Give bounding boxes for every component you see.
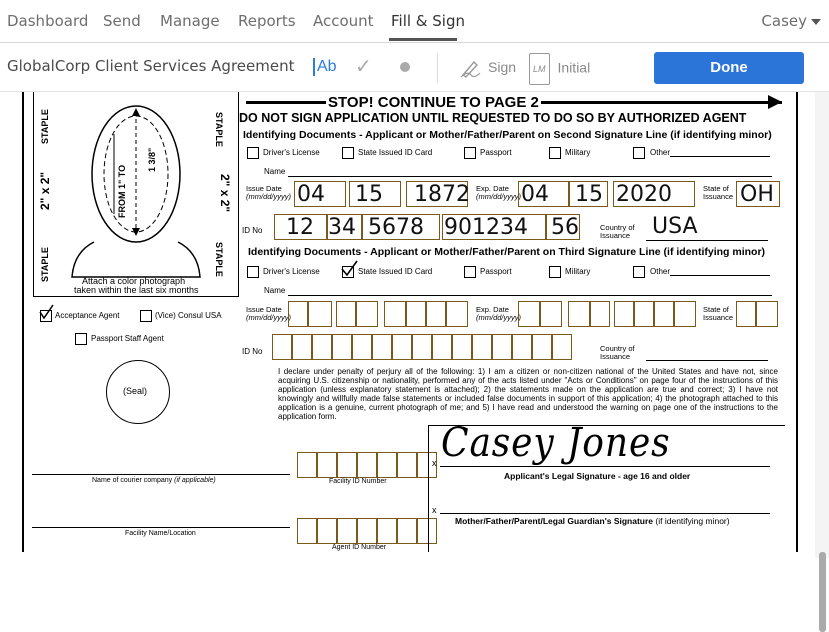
staple-label: STAPLE: [40, 109, 50, 144]
seal-label: (Seal): [123, 386, 148, 396]
guardian-signature-label: Mother/Father/Parent/Legal Guardian's Signature (if identifying minor): [455, 516, 730, 526]
sign-button[interactable]: [460, 53, 516, 81]
section-title: Identifying Documents - Applicant or Mother/Father/Parent on Third Signature Line (if identifying minor): [248, 246, 766, 258]
section-title: Identifying Documents - Applicant or Mother/Father/Parent on Second Signature Line (if identifying minor): [243, 129, 772, 141]
exp-year-value[interactable]: 2020: [616, 182, 672, 207]
date-cell[interactable]: [614, 301, 634, 327]
checkbox-passport-staff[interactable]: [75, 333, 87, 345]
facility-id-label: Facility ID Number: [329, 478, 387, 485]
checkbox-label: Other: [650, 267, 671, 276]
issue-day-value[interactable]: 15: [355, 182, 383, 207]
country-label: Country of Issuance: [600, 223, 635, 240]
date-cell[interactable]: [590, 301, 610, 327]
other-line: [670, 156, 770, 157]
exp-day-value[interactable]: 15: [575, 182, 603, 207]
date-cell[interactable]: [674, 301, 696, 327]
signature-line: [440, 466, 770, 467]
text-cursor-icon: [313, 58, 315, 76]
photo-to-label: 1 3/8": [147, 147, 157, 172]
user-menu[interactable]: [761, 0, 807, 42]
date-cell[interactable]: [288, 301, 308, 327]
date-cell[interactable]: [446, 301, 468, 327]
checkbox-label: Driver's License: [263, 148, 320, 157]
date-cell[interactable]: [568, 301, 590, 327]
state-label: State of Issuance: [703, 184, 734, 201]
checkmark-tool[interactable]: ✓: [355, 56, 372, 78]
other-line: [670, 275, 770, 276]
staple-label: STAPLE: [214, 112, 224, 147]
courier-label: Name of courier company (if applicable): [92, 477, 216, 484]
exp-date-label: Exp. Date (mm/dd/yyyy): [476, 305, 521, 322]
checkbox-label: Passport: [480, 148, 512, 157]
checkbox-label: State Issued ID Card: [358, 148, 433, 157]
id-no-label: ID No: [242, 347, 263, 356]
issue-year-value[interactable]: 1872: [414, 182, 470, 207]
stop-header: STOP! CONTINUE TO PAGE 2: [328, 94, 539, 111]
checkbox-state-id[interactable]: [342, 147, 354, 159]
date-cell[interactable]: [518, 301, 540, 327]
checkbox-label: Military: [565, 267, 591, 276]
exp-date-label: Exp. Date (mm/dd/yyyy): [476, 184, 521, 201]
date-cell[interactable]: [356, 301, 378, 327]
checkbox-drivers-license[interactable]: [247, 266, 259, 278]
nav-send[interactable]: Send: [103, 12, 141, 30]
id-part-value[interactable]: 12: [286, 215, 314, 240]
scrollbar-thumb[interactable]: [819, 552, 826, 632]
toolbar-divider: [437, 53, 438, 83]
name-field[interactable]: [288, 176, 772, 177]
name-label: Name: [264, 167, 286, 176]
staple-label: STAPLE: [40, 247, 50, 282]
checkbox-passport[interactable]: [464, 266, 476, 278]
checkbox-label: State Issued ID Card: [358, 267, 433, 276]
name-field[interactable]: [288, 295, 772, 296]
date-cell[interactable]: [654, 301, 674, 327]
id-part-value[interactable]: 901234: [444, 215, 528, 240]
country-label: Country of Issuance: [600, 344, 635, 361]
user-name: Casey: [761, 12, 807, 30]
id-part-value[interactable]: 5678: [368, 215, 424, 240]
id-no-label: ID No: [242, 226, 263, 235]
state-label: State of Issuance: [703, 305, 734, 322]
issue-month-value[interactable]: 04: [297, 182, 325, 207]
name-label: Name: [264, 286, 286, 295]
country-value[interactable]: USA: [652, 214, 698, 239]
nav-reports[interactable]: Reports: [238, 12, 296, 30]
agent-option-label: (Vice) Consul USA: [155, 311, 222, 320]
state-cell[interactable]: [756, 301, 778, 327]
nav-dashboard[interactable]: Dashboard: [7, 12, 89, 30]
nav-manage[interactable]: Manage: [160, 12, 220, 30]
facility-name-line[interactable]: [32, 527, 290, 528]
checkbox-label: Driver's License: [263, 267, 320, 276]
agent-option-label: Acceptance Agent: [55, 311, 120, 320]
photo-from-label: FROM 1" TO: [117, 164, 127, 218]
initial-button[interactable]: [529, 53, 590, 81]
date-cell[interactable]: [426, 301, 446, 327]
checkmark-icon: [340, 260, 360, 278]
photo-caption: Attach a color photograph: [82, 276, 186, 286]
chevron-down-icon: [811, 19, 821, 25]
exp-month-value[interactable]: 04: [521, 182, 549, 207]
id-part-value[interactable]: 56: [551, 215, 579, 240]
applicant-signature[interactable]: Casey Jones: [441, 420, 671, 466]
nav-fill-sign[interactable]: Fill & Sign: [391, 12, 465, 30]
signature-warning: DO NOT SIGN APPLICATION UNTIL REQUESTED TO DO SO BY AUTHORIZED AGENT: [239, 111, 747, 125]
date-cell[interactable]: [308, 301, 332, 327]
active-tab-indicator: [389, 38, 457, 41]
date-cell[interactable]: [634, 301, 654, 327]
guardian-signature-line[interactable]: [440, 513, 770, 514]
photo-size-label: 2" x 2": [38, 171, 52, 210]
country-line: [646, 360, 768, 361]
agent-id-label: Agent ID Number: [332, 544, 387, 551]
vertical-scrollbar[interactable]: [815, 92, 829, 558]
dot-tool[interactable]: [400, 62, 410, 72]
state-value[interactable]: OH: [740, 182, 774, 207]
country-line: [646, 240, 768, 241]
document-title: GlobalCorp Client Services Agreement: [7, 57, 295, 75]
checkbox-other[interactable]: [633, 147, 645, 159]
perjury-declaration: I declare under penalty of perjury all of the following: 1) I am a citizen or non-citizen national of the United States and have not, since acquiring U.S. citizenship or nationality, performed any of the acts listed under "Acts or Conditions" on page four of the instructions of this application (unless explanatory statement is attached); 2) the statements made on the application are true and correct; 3) I have not knowingly and willfully made false statements or included false documents in support of this application; 4) the photograph attached to this application is a genuine, current photograph of me; and 5) I have read and understood the warning on page one of the instructions to the application form.: [278, 367, 778, 421]
checkbox-vice-consul[interactable]: [140, 310, 152, 322]
add-text-tool[interactable]: [313, 53, 337, 81]
checkbox-military[interactable]: [549, 147, 561, 159]
agent-option-label: Passport Staff Agent: [91, 334, 164, 343]
nav-account[interactable]: Account: [313, 12, 374, 30]
date-cell[interactable]: [384, 301, 406, 327]
checkbox-drivers-license[interactable]: [247, 147, 259, 159]
staple-label: STAPLE: [214, 242, 224, 277]
courier-line[interactable]: [32, 474, 290, 475]
x-mark: x: [432, 458, 437, 468]
state-cell[interactable]: [736, 301, 756, 327]
form-page: [22, 92, 798, 552]
initials-icon: LM: [529, 53, 550, 85]
checkbox-label: Other: [650, 148, 671, 157]
issue-date-label: Issue Date (mm/dd/yyyy): [246, 184, 291, 201]
photo-guide-illustration: [34, 92, 238, 278]
done-button[interactable]: Done: [654, 52, 804, 84]
date-cell[interactable]: [336, 301, 356, 327]
id-part-value[interactable]: 34: [328, 215, 356, 240]
pen-icon: [460, 58, 482, 78]
date-cell[interactable]: [540, 301, 562, 327]
checkbox-label: Military: [565, 148, 591, 157]
photo-caption: taken within the last six months: [74, 285, 199, 295]
issue-date-label: Issue Date (mm/dd/yyyy): [246, 305, 291, 322]
top-nav: [0, 0, 829, 43]
arrow-right-icon: [768, 95, 782, 109]
photo-size-label: 2" x 2": [218, 174, 232, 213]
sign-label: Sign: [488, 59, 517, 75]
initial-label: Initial: [557, 59, 591, 76]
applicant-signature-label: Applicant's Legal Signature - age 16 and older: [504, 471, 691, 481]
facility-name-label: Facility Name/Location: [125, 530, 196, 537]
checkbox-other[interactable]: [633, 266, 645, 278]
checkmark-icon: [38, 304, 56, 322]
date-cell[interactable]: [406, 301, 426, 327]
checkbox-passport[interactable]: [464, 147, 476, 159]
add-text-label: Ab: [317, 58, 337, 75]
x-mark: x: [432, 505, 437, 515]
checkbox-label: Passport: [480, 267, 512, 276]
photo-box: [33, 92, 239, 297]
checkbox-military[interactable]: [549, 266, 561, 278]
